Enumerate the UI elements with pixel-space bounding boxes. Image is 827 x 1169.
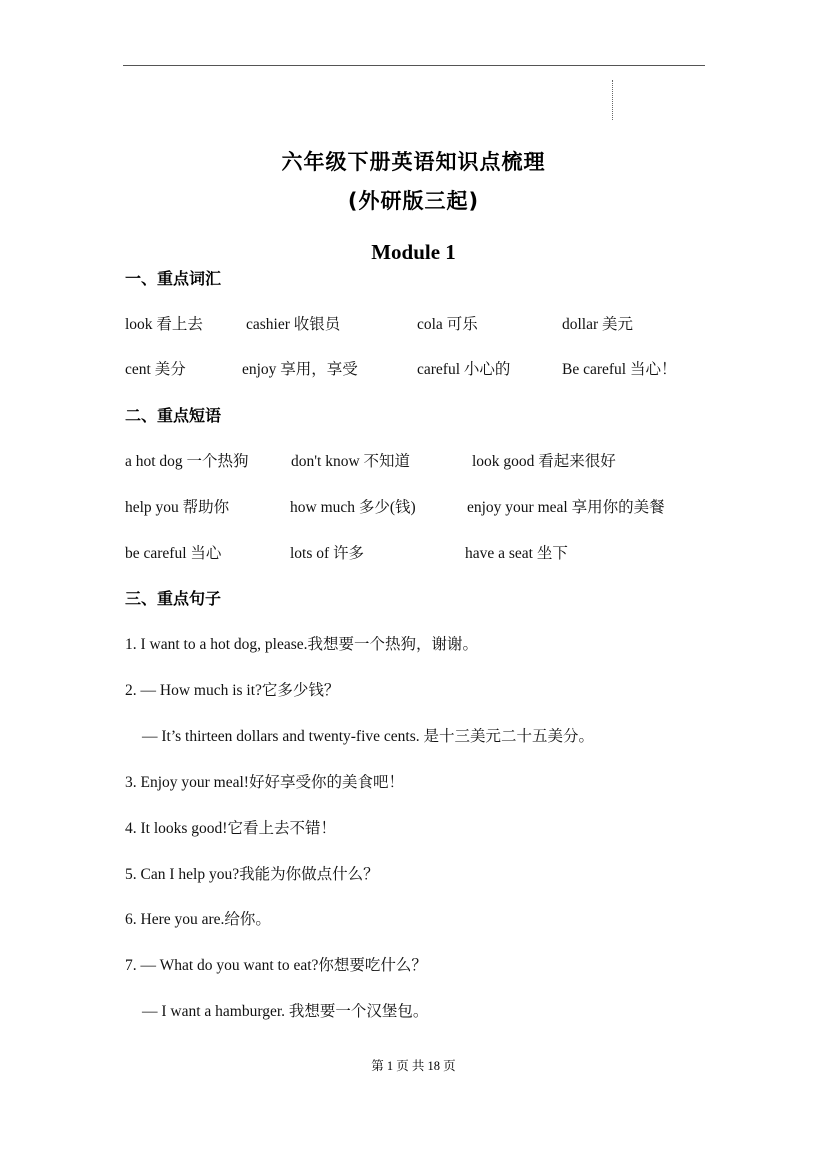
sentence-heading: 三、重点句子 [125, 589, 222, 608]
phrase-item: lots of 许多 [290, 545, 365, 562]
sentence-line: 1. I want to a hot dog, please.我想要一个热狗，谢谢。 [125, 636, 479, 653]
module-title: Module 1 [371, 240, 456, 264]
phrase-item: look good 看起来很好 [472, 453, 616, 470]
phrase-item: a hot dog 一个热狗 [125, 453, 249, 470]
sentence-line: 4. It looks good!它看上去不错！ [125, 820, 336, 837]
page-title: 六年级下册英语知识点梳理 [281, 150, 546, 174]
sentence-line: 3. Enjoy your meal!好好享受你的美食吧！ [125, 774, 404, 791]
vocab-item: careful 小心的 [417, 361, 511, 378]
sentence-line: 5. Can I help you?我能为你做点什么？ [125, 866, 379, 883]
vocab-item: cent 美分 [125, 361, 186, 378]
header-rule [123, 65, 705, 66]
vocab-item: cola 可乐 [417, 316, 478, 333]
sentence-line: — I want a hamburger. 我想要一个汉堡包。 [142, 1003, 429, 1020]
sentence-line: — It’s thirteen dollars and twenty-five cents. 是十三美元二十五美分。 [142, 728, 595, 745]
vocab-item: Be careful 当心！ [562, 361, 677, 378]
sentence-line: 6. Here you are.给你。 [125, 911, 271, 928]
phrase-heading: 二、重点短语 [125, 406, 222, 425]
phrase-item: help you 帮助你 [125, 499, 230, 516]
vocab-item: look 看上去 [125, 316, 203, 333]
page-footer: 第 1 页 共 18 页 [371, 1059, 456, 1073]
vocab-heading: 一、重点词汇 [125, 269, 222, 288]
vocab-item: dollar 美元 [562, 316, 634, 333]
sentence-line: 2. — How much is it?它多少钱？ [125, 682, 340, 699]
margin-dots [612, 80, 615, 120]
phrase-item: how much 多少(钱) [290, 499, 416, 516]
phrase-item: don't know 不知道 [291, 453, 411, 470]
phrase-item: have a seat 坐下 [465, 545, 568, 562]
phrase-item: be careful 当心 [125, 545, 222, 562]
page-subtitle: (外研版三起) [347, 189, 480, 213]
phrase-item: enjoy your meal 享用你的美餐 [467, 499, 665, 516]
sentence-line: 7. — What do you want to eat?你想要吃什么？ [125, 957, 427, 974]
vocab-item: enjoy 享用，享受 [242, 361, 358, 378]
vocab-item: cashier 收银员 [246, 316, 341, 333]
